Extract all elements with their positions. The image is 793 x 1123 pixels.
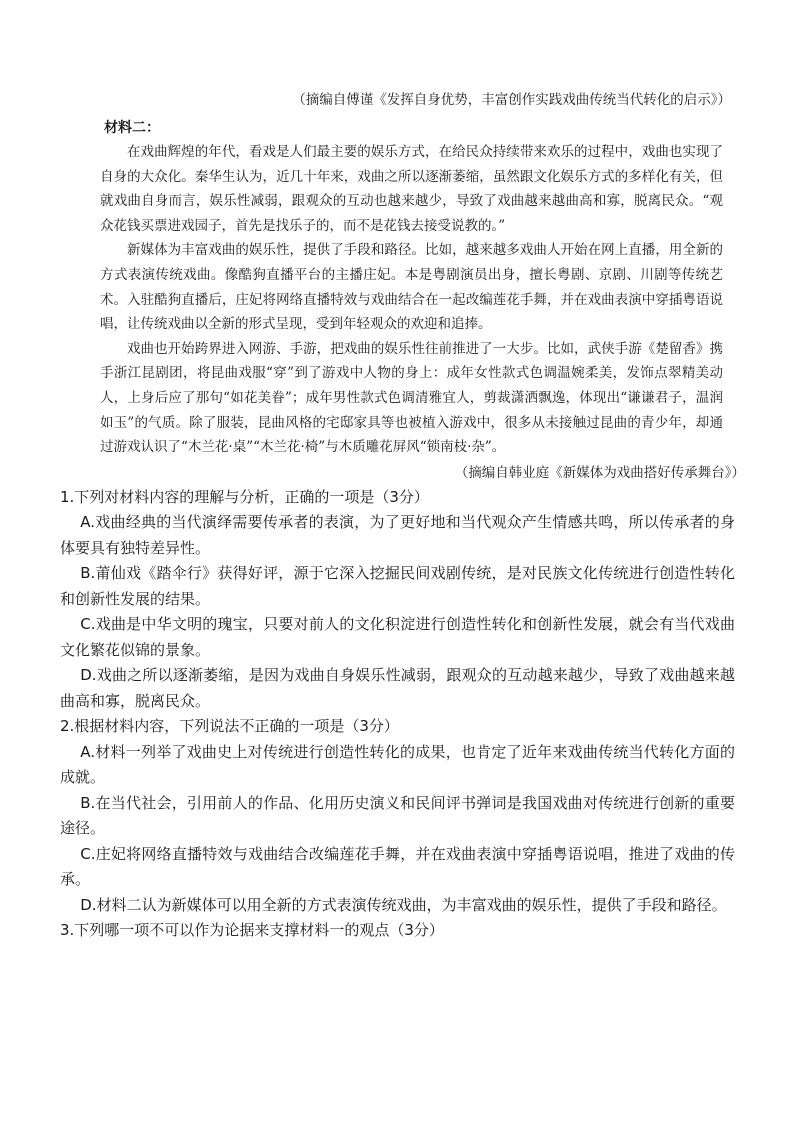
material-2-paragraph: 新媒体为丰富戏曲的娱乐性，提供了手段和路径。比如，越来越多戏曲人开始在网上直播，用全新的方式表演传统戏曲。像酷狗直播平台的主播庄妃。本是粤剧演员出身，擅长粤剧、京剧、川剧等传统艺术。入驻酷狗直播后，庄妃将网络直播特效与戏曲结合在一起改编莲花手舞，并在戏曲表演中穿插粤语说唱，让传统戏曲以全新的形式呈现，受到年轻观众的欢迎和追捧。 <box>100 242 723 333</box>
material-2-heading: 材料二： <box>104 120 160 136</box>
material-2-paragraph: 在戏曲辉煌的年代，看戏是人们最主要的娱乐方式，在给民众持续带来欢乐的过程中，戏曲也实现了自身的大众化。秦华生认为，近几十年来，戏曲之所以逐渐萎缩，虽然跟文化娱乐方式的多样化有关，但就戏曲自身而言，娱乐性减弱，跟观众的互动也越来越少，导致了戏曲越来越曲高和寡，脱离民众。“观众花钱买票进戏园子，首先是找乐子的，而不是花钱去接受说教的。” <box>100 144 723 234</box>
option-a: A.戏曲经典的当代演绎需要传承者的表演，为了更好地和当代观众产生情感共鸣，所以传承者的身体要具有独特差异性。 <box>60 513 735 557</box>
material-2-paragraph: 戏曲也开始跨界进入网游、手游，把戏曲的娱乐性往前推进了一大步。比如，武侠手游《楚留香》携手浙江昆剧团，将昆曲戏服“穿”到了游戏中人物的身上：成年女性款式色调温婉柔美，发饰点翠精美动人，上身后应了那句“如花美眷”；成年男性款式色调清雅宜人，剪裁潇洒飘逸，体现出“谦谦君子，温润如玉”的气质。除了服装，昆曲风格的宅邸家具等也被植入游戏中，很多从未接触过昆曲的青少年，却通过游戏认识了“木兰花·桌”“木兰花·椅”与木质雕花屏风“锁南枝·杂”。 <box>100 340 723 456</box>
option-c: C.庄妃将网络直播特效与戏曲结合改编莲花手舞，并在戏曲表演中穿插粤语说唱，推进了戏曲的传承。 <box>60 844 735 889</box>
option-b: B.莆仙戏《踏伞行》获得好评，源于它深入挖掘民间戏剧传统，是对民族文化传统进行创造性转化和创新性发展的结果。 <box>60 564 735 608</box>
question-2 <box>60 714 735 918</box>
option-a: A.材料一列举了戏曲史上对传统进行创造性转化的成果，也肯定了近年来戏曲传统当代转化方面的成就。 <box>60 742 735 787</box>
question-stem: 2.根据材料内容，下列说法不正确的一项是（3分） <box>60 717 399 736</box>
option-d: D.戏曲之所以逐渐萎缩，是因为戏曲自身娱乐性减弱，跟观众的互动越来越少，导致了戏曲越来越曲高和寡，脱离民众。 <box>60 666 735 710</box>
source-citation-material-1: （摘编自傅谨《发挥自身优势，丰富创作实践戏曲传统当代转化的启示》） <box>292 92 731 108</box>
question-stem: 1.下列对材料内容的理解与分析，正确的一项是（3分） <box>60 487 429 506</box>
question-1 <box>60 485 735 715</box>
question-stem: 3.下列哪一项不可以作为论据来支撑材料一的观点（3分） <box>60 921 444 940</box>
question-3 <box>60 918 735 944</box>
option-c: C.戏曲是中华文明的瑰宝，只要对前人的文化积淀进行创造性转化和创新性发展，就会有当代戏曲文化繁花似锦的景象。 <box>60 615 735 659</box>
source-citation-material-2: （摘编自韩业庭《新媒体为戏曲搭好传承舞台》） <box>454 464 745 481</box>
option-d: D.材料二认为新媒体可以用全新的方式表演传统戏曲，为丰富戏曲的娱乐性，提供了手段和路径。 <box>80 895 727 914</box>
option-b: B.在当代社会，引用前人的作品、化用历史演义和民间评书弹词是我国戏曲对传统进行创新的重要途径。 <box>60 793 735 838</box>
